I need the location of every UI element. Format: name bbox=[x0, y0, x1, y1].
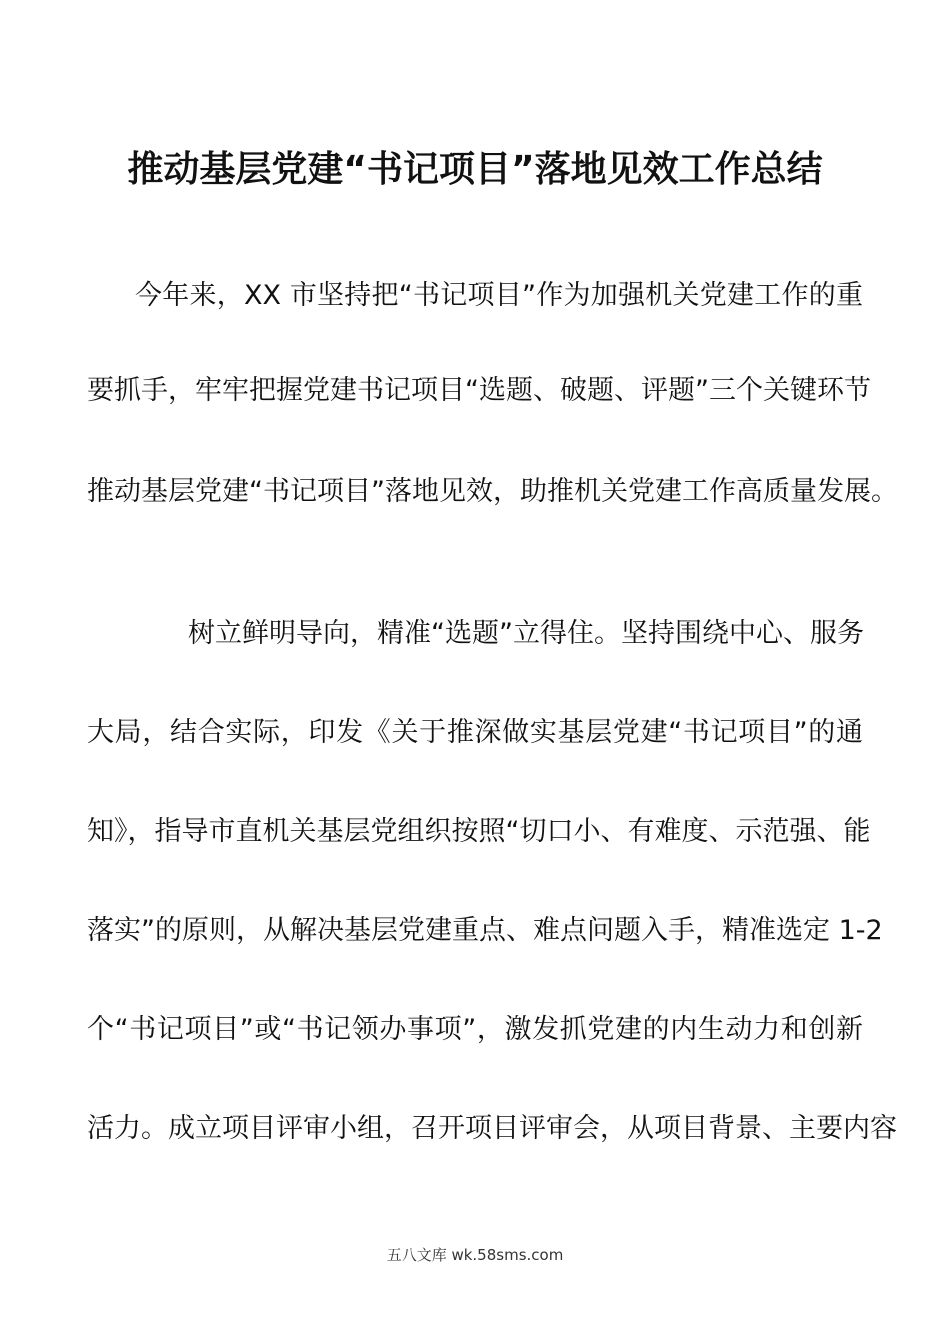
paragraph-line: 知》，指导市直机关基层党组织按照“切口小、有难度、示范强、能 bbox=[87, 816, 871, 847]
footer-watermark: 五八文库 wk.58sms.com bbox=[386, 1246, 564, 1264]
paragraph-line: 大局，结合实际，印发《关于推深做实基层党建“书记项目”的通 bbox=[87, 717, 863, 748]
paragraph-line: 树立鲜明导向，精准“选题”立得住。坚持围绕中心、服务 bbox=[188, 618, 864, 649]
paragraph-line: 今年来，XX 市坚持把“书记项目”作为加强机关党建工作的重 bbox=[135, 280, 863, 311]
document-title: 推动基层党建“书记项目”落地见效工作总结 bbox=[127, 149, 823, 190]
paragraph-line: 推动基层党建“书记项目”落地见效，助推机关党建工作高质量发展。 bbox=[87, 476, 898, 507]
paragraph-line: 个“书记项目”或“书记领办事项”，激发抓党建的内生动力和创新 bbox=[87, 1014, 863, 1045]
paragraph-line: 活力。成立项目评审小组，召开项目评审会，从项目背景、主要内容 bbox=[87, 1113, 897, 1144]
paragraph-line: 落实”的原则，从解决基层党建重点、难点问题入手，精准选定 1-2 bbox=[87, 915, 883, 946]
paragraph-line: 要抓手，牢牢把握党建书记项目“选题、破题、评题”三个关键环节 bbox=[87, 375, 871, 406]
